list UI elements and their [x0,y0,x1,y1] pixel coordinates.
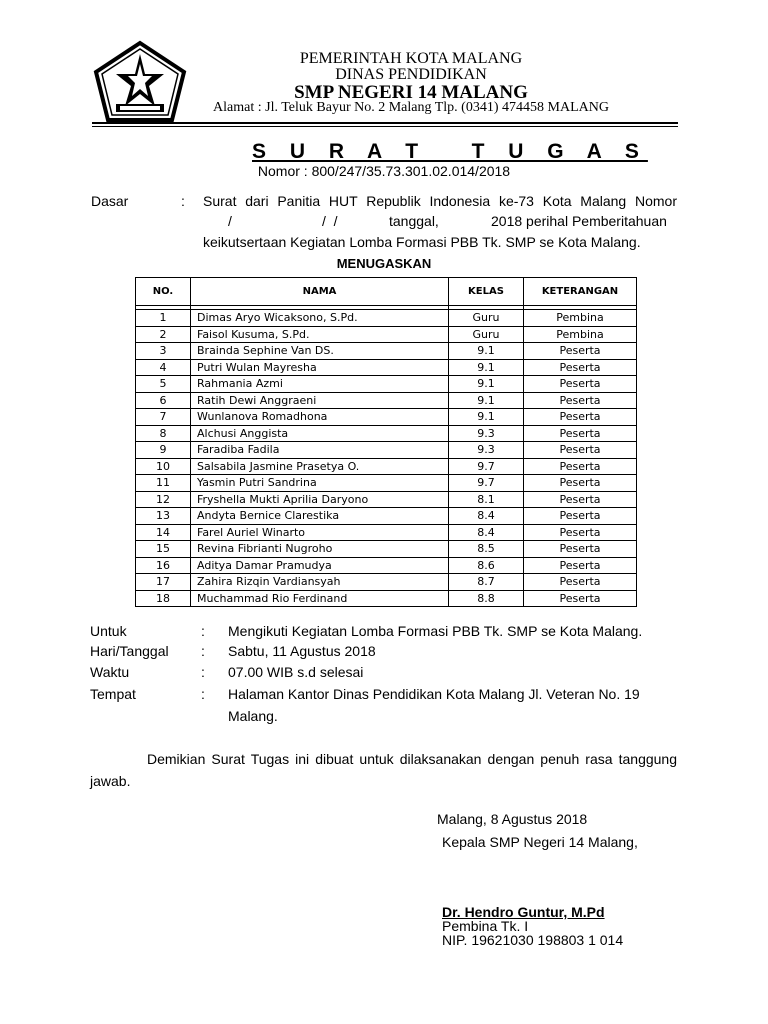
row-keterangan: Pembina [524,310,637,327]
hari-tanggal-value: Sabtu, 11 Agustus 2018 [228,643,376,659]
tempat-value-line-2: Malang. [228,708,278,724]
row-kelas: 8.1 [449,491,524,508]
table-row [136,326,637,343]
untuk-colon: : [201,623,205,639]
signature-place-date: Malang, 8 Agustus 2018 [437,811,588,827]
row-no: 12 [136,491,191,508]
row-no: 18 [136,590,191,607]
dasar-slash-2: / / [322,213,338,229]
tempat-value: Halaman Kantor Dinas Pendidikan Kota Malang Jl. Veteran No. 19 [228,686,640,702]
row-kelas: 8.6 [449,557,524,574]
row-nama: Fryshella Mukti Aprilia Daryono [191,491,449,508]
row-no: 16 [136,557,191,574]
row-no: 17 [136,574,191,591]
dasar-colon: : [181,193,185,209]
row-nama: Faisol Kusuma, S.Pd. [191,326,449,343]
table-row [136,343,637,360]
row-nama: Dimas Aryo Wicaksono, S.Pd. [191,310,449,327]
row-nama: Yasmin Putri Sandrina [191,475,449,492]
row-kelas: 9.1 [449,359,524,376]
row-keterangan: Peserta [524,508,637,525]
menugaskan-heading: MENUGASKAN [336,256,432,271]
row-nama: Brainda Sephine Van DS. [191,343,449,360]
row-no: 2 [136,326,191,343]
closing-paragraph: Demikian Surat Tugas ini dibuat untuk dilaksanakan dengan penuh rasa tanggung jawab. [90,751,677,789]
row-keterangan: Peserta [524,409,637,426]
dasar-label: Dasar [91,193,129,209]
assignment-table [135,277,637,607]
row-kelas: 9.1 [449,392,524,409]
row-nama: Ratih Dewi Anggraeni [191,392,449,409]
letter-title: S U R A T T U G A S [252,140,648,163]
row-nama: Salsabila Jasmine Prasetya O. [191,458,449,475]
table-row [136,392,637,409]
row-no: 14 [136,524,191,541]
row-kelas: Guru [449,326,524,343]
row-nama: Revina Fibrianti Nugroho [191,541,449,558]
header-keterangan: KETERANGAN [524,278,637,306]
row-nama: Rahmania Azmi [191,376,449,393]
row-kelas: 8.8 [449,590,524,607]
row-kelas: 8.7 [449,574,524,591]
row-keterangan: Peserta [524,590,637,607]
row-keterangan: Pembina [524,326,637,343]
row-no: 13 [136,508,191,525]
signatory-nip: NIP. 19621030 198803 1 014 [442,932,624,948]
table-row [136,590,637,607]
signature-position: Kepala SMP Negeri 14 Malang, [442,834,638,850]
row-keterangan: Peserta [524,376,637,393]
row-kelas: 8.4 [449,508,524,525]
tempat-label: Tempat [90,686,136,702]
row-no: 8 [136,425,191,442]
row-keterangan: Peserta [524,574,637,591]
row-nama: Alchusi Anggista [191,425,449,442]
row-kelas: 9.3 [449,425,524,442]
row-keterangan: Peserta [524,541,637,558]
dasar-perihal: 2018 perihal Pemberitahuan [491,213,667,229]
letterhead-address: Alamat : Jl. Teluk Bayur No. 2 Malang Tlp. (0341) 474458 MALANG [213,100,609,115]
table-row [136,557,637,574]
city-emblem-logo [92,40,188,124]
dasar-tanggal: tanggal, [389,213,439,229]
header-nama: NAMA [191,278,449,306]
letter-number: Nomor : 800/247/35.73.301.02.014/2018 [257,163,511,179]
waktu-value: 07.00 WIB s.d selesai [228,664,364,680]
row-no: 6 [136,392,191,409]
row-no: 1 [136,310,191,327]
letterhead-department: DINAS PENDIDIKAN [335,66,487,83]
table-row [136,508,637,525]
row-kelas: 9.7 [449,475,524,492]
row-keterangan: Peserta [524,359,637,376]
table-header-row [136,278,637,306]
letterhead-school-name: SMP NEGERI 14 MALANG [294,82,528,103]
table-row [136,376,637,393]
row-keterangan: Peserta [524,458,637,475]
header-no: NO. [136,278,191,306]
row-nama: Andyta Bernice Clarestika [191,508,449,525]
waktu-colon: : [201,664,205,680]
dasar-slash-1: / [228,213,232,229]
row-keterangan: Peserta [524,392,637,409]
row-keterangan: Peserta [524,425,637,442]
row-no: 3 [136,343,191,360]
row-keterangan: Peserta [524,475,637,492]
untuk-label: Untuk [90,623,127,639]
row-no: 15 [136,541,191,558]
tempat-colon: : [201,686,205,702]
row-keterangan: Peserta [524,442,637,459]
row-kelas: 9.1 [449,376,524,393]
hari-tanggal-label: Hari/Tanggal [90,643,169,659]
row-kelas: Guru [449,310,524,327]
row-no: 5 [136,376,191,393]
untuk-value: Mengikuti Kegiatan Lomba Formasi PBB Tk. SMP se Kota Malang. [228,623,643,639]
table-row [136,541,637,558]
row-kelas: 9.7 [449,458,524,475]
row-no: 7 [136,409,191,426]
hari-tanggal-colon: : [201,643,205,659]
row-keterangan: Peserta [524,343,637,360]
table-row [136,458,637,475]
row-nama: Putri Wulan Mayresha [191,359,449,376]
dasar-text-line-1: Surat dari Panitia HUT Republik Indonesia ke-73 Kota Malang Nomor [203,193,677,209]
row-kelas: 8.5 [449,541,524,558]
row-kelas: 9.3 [449,442,524,459]
letterhead-rule-thin [92,126,678,127]
row-keterangan: Peserta [524,491,637,508]
row-nama: Aditya Damar Pramudya [191,557,449,574]
table-row [136,409,637,426]
row-kelas: 8.4 [449,524,524,541]
row-nama: Faradiba Fadila [191,442,449,459]
table-row [136,359,637,376]
table-body [136,306,637,607]
row-no: 4 [136,359,191,376]
table-row [136,524,637,541]
letterhead-rule-thick [92,122,678,124]
letterhead-government: PEMERINTAH KOTA MALANG [299,50,523,67]
header-kelas: KELAS [449,278,524,306]
row-no: 11 [136,475,191,492]
row-keterangan: Peserta [524,557,637,574]
row-nama: Zahira Rizqin Vardiansyah [191,574,449,591]
row-kelas: 9.1 [449,343,524,360]
table-row [136,310,637,327]
waktu-label: Waktu [90,664,130,680]
table-row [136,475,637,492]
table-row [136,574,637,591]
signatory-name: Dr. Hendro Guntur, M.Pd [442,904,605,920]
table-row [136,442,637,459]
row-kelas: 9.1 [449,409,524,426]
table-row [136,425,637,442]
row-nama: Farel Auriel Winarto [191,524,449,541]
row-no: 9 [136,442,191,459]
row-nama: Muchammad Rio Ferdinand [191,590,449,607]
row-keterangan: Peserta [524,524,637,541]
signatory-rank: Pembina Tk. I [442,918,529,934]
dasar-text-line-3: keikutsertaan Kegiatan Lomba Formasi PBB Tk. SMP se Kota Malang. [203,234,641,250]
row-nama: Wunlanova Romadhona [191,409,449,426]
table-row [136,491,637,508]
row-no: 10 [136,458,191,475]
